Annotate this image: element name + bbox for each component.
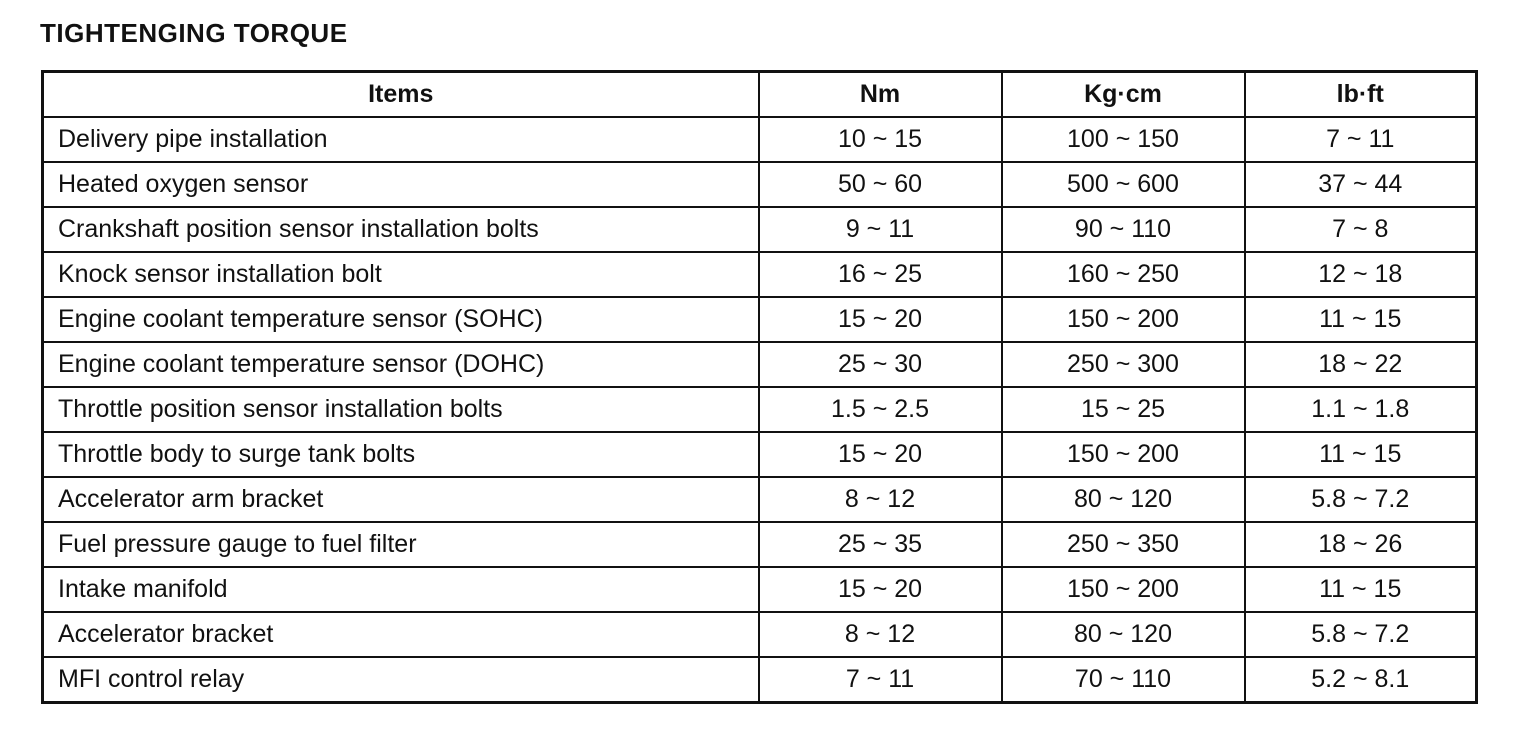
table-row (43, 117, 1477, 162)
nm-cell: 7 ~ 11 (759, 657, 1002, 703)
item-cell: Delivery pipe installation (43, 117, 759, 162)
item-cell: Crankshaft position sensor installation bolts (43, 207, 759, 252)
kgcm-cell: 150 ~ 200 (1002, 432, 1245, 477)
table-row (43, 162, 1477, 207)
kgcm-cell: 80 ~ 120 (1002, 612, 1245, 657)
table-header-row (43, 72, 1477, 118)
nm-cell: 8 ~ 12 (759, 612, 1002, 657)
kgcm-cell: 250 ~ 300 (1002, 342, 1245, 387)
kgcm-cell: 150 ~ 200 (1002, 297, 1245, 342)
item-cell: Accelerator arm bracket (43, 477, 759, 522)
lbft-cell: 5.8 ~ 7.2 (1245, 612, 1477, 657)
table-row (43, 657, 1477, 703)
lbft-cell: 5.8 ~ 7.2 (1245, 477, 1477, 522)
item-cell: MFI control relay (43, 657, 759, 703)
kgcm-cell: 160 ~ 250 (1002, 252, 1245, 297)
kgcm-cell: 90 ~ 110 (1002, 207, 1245, 252)
kgcm-cell: 100 ~ 150 (1002, 117, 1245, 162)
item-cell: Accelerator bracket (43, 612, 759, 657)
kgcm-cell: 15 ~ 25 (1002, 387, 1245, 432)
nm-cell: 25 ~ 35 (759, 522, 1002, 567)
table-row (43, 297, 1477, 342)
column-header-items: Items (43, 72, 759, 118)
column-header-kgcm: Kg·cm (1002, 72, 1245, 118)
lbft-cell: 7 ~ 8 (1245, 207, 1477, 252)
item-cell: Knock sensor installation bolt (43, 252, 759, 297)
item-cell: Heated oxygen sensor (43, 162, 759, 207)
table-row (43, 612, 1477, 657)
nm-cell: 25 ~ 30 (759, 342, 1002, 387)
kgcm-cell: 70 ~ 110 (1002, 657, 1245, 703)
table-row (43, 252, 1477, 297)
nm-cell: 10 ~ 15 (759, 117, 1002, 162)
item-cell: Fuel pressure gauge to fuel filter (43, 522, 759, 567)
nm-cell: 50 ~ 60 (759, 162, 1002, 207)
table-row (43, 432, 1477, 477)
lbft-cell: 11 ~ 15 (1245, 432, 1477, 477)
lbft-cell: 1.1 ~ 1.8 (1245, 387, 1477, 432)
kgcm-cell: 250 ~ 350 (1002, 522, 1245, 567)
nm-cell: 16 ~ 25 (759, 252, 1002, 297)
nm-cell: 8 ~ 12 (759, 477, 1002, 522)
table-row (43, 342, 1477, 387)
lbft-cell: 5.2 ~ 8.1 (1245, 657, 1477, 703)
nm-cell: 9 ~ 11 (759, 207, 1002, 252)
table-row (43, 567, 1477, 612)
nm-cell: 15 ~ 20 (759, 297, 1002, 342)
lbft-cell: 37 ~ 44 (1245, 162, 1477, 207)
nm-cell: 15 ~ 20 (759, 567, 1002, 612)
column-header-lbft: lb·ft (1245, 72, 1477, 118)
page-title: TIGHTENGING TORQUE (40, 18, 348, 48)
column-header-nm: Nm (759, 72, 1002, 118)
table-row (43, 387, 1477, 432)
table-row (43, 477, 1477, 522)
item-cell: Throttle position sensor installation bolts (43, 387, 759, 432)
torque-table (41, 70, 1478, 704)
lbft-cell: 18 ~ 26 (1245, 522, 1477, 567)
kgcm-cell: 500 ~ 600 (1002, 162, 1245, 207)
lbft-cell: 7 ~ 11 (1245, 117, 1477, 162)
item-cell: Intake manifold (43, 567, 759, 612)
item-cell: Engine coolant temperature sensor (SOHC) (43, 297, 759, 342)
lbft-cell: 11 ~ 15 (1245, 567, 1477, 612)
nm-cell: 15 ~ 20 (759, 432, 1002, 477)
table-row (43, 207, 1477, 252)
table-body (43, 117, 1477, 703)
item-cell: Engine coolant temperature sensor (DOHC) (43, 342, 759, 387)
lbft-cell: 18 ~ 22 (1245, 342, 1477, 387)
nm-cell: 1.5 ~ 2.5 (759, 387, 1002, 432)
lbft-cell: 11 ~ 15 (1245, 297, 1477, 342)
lbft-cell: 12 ~ 18 (1245, 252, 1477, 297)
table-row (43, 522, 1477, 567)
kgcm-cell: 150 ~ 200 (1002, 567, 1245, 612)
item-cell: Throttle body to surge tank bolts (43, 432, 759, 477)
kgcm-cell: 80 ~ 120 (1002, 477, 1245, 522)
